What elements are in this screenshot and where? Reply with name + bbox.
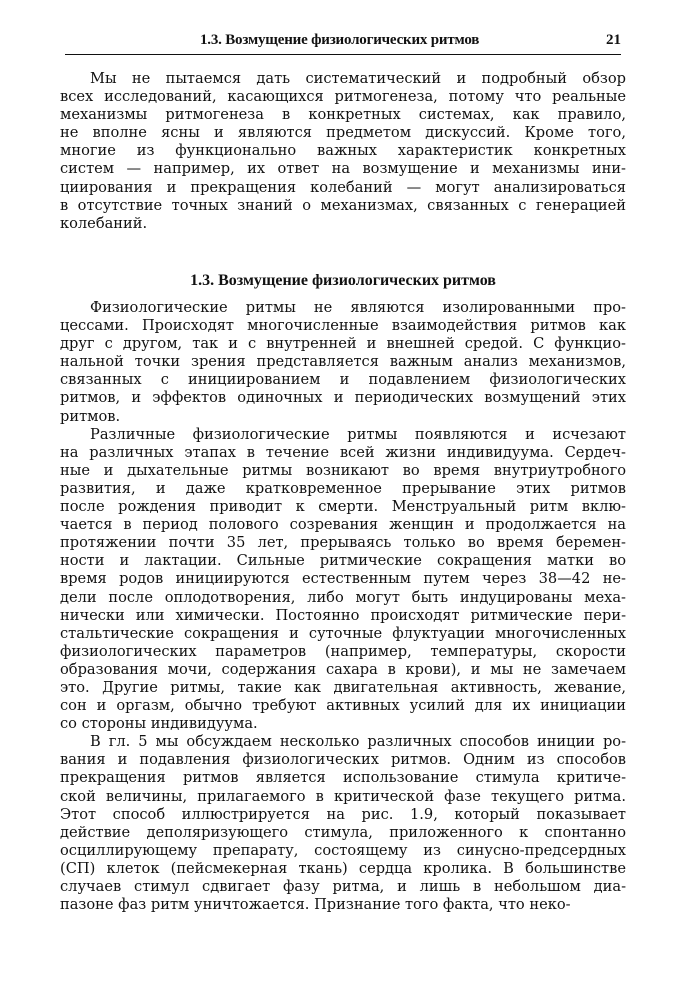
text-line: Различные физиологические ритмы появляются и исчезают	[90, 425, 626, 443]
text-line: ности и лактации. Сильные ритмические сокращения матки во	[60, 552, 626, 570]
text-line: прекращения ритмов является использование стимула критиче-	[60, 769, 626, 787]
text-line: механизмы ритмогенеза в конкретных системах, как правило,	[60, 106, 626, 124]
text-line: друг с другом, так и с внутренней и внешней средой. С функцио-	[60, 335, 626, 353]
text-line: ритмов.	[60, 407, 121, 425]
text-line: цессами. Происходят многочисленные взаимодействия ритмов как	[60, 317, 626, 335]
text-line: циирования и прекращения колебаний — могут анализироваться	[60, 178, 626, 196]
text-line: нальной точки зрения представляется важным анализ механизмов,	[60, 353, 626, 371]
text-line: это. Другие ритмы, такие как двигательная активность, жевание,	[60, 678, 626, 696]
text-line: не вполне ясны и являются предметом дискуссий. Кроме того,	[60, 124, 626, 142]
text-line: на различных этапах в течение всей жизни индивидуума. Сердеч-	[60, 443, 626, 461]
text-line: ской величины, прилагаемого в критической фазе текущего ритма.	[60, 787, 626, 805]
page-number: 21	[606, 32, 621, 48]
text-line: ные и дыхательные ритмы возникают во время внутриутробного	[60, 461, 626, 479]
text-line: чается в период полового созревания женщин и продолжается на	[60, 516, 626, 534]
text-line: физиологических параметров (например, температуры, скорости	[60, 642, 626, 660]
text-line: время родов инициируются естественным путем через 38—42 не-	[60, 570, 626, 588]
text-line: осциллирующему препарату, состоящему из синусно-предсердных	[60, 841, 626, 859]
text-line: дели после оплодотворения, либо могут быть индуцированы меха-	[60, 588, 626, 606]
text-line: систем — например, их ответ на возмущение и механизмы ини-	[60, 160, 626, 178]
paragraph	[60, 299, 626, 426]
text-line: образования мочи, содержания сахара в крови), и мы не замечаем	[60, 660, 626, 678]
text-line: развития, и даже кратковременное прерывание этих ритмов	[60, 479, 626, 497]
text-line: стальтические сокращения и суточные флуктуации многочисленных	[60, 624, 626, 642]
text-line: вания и подавления физиологических ритмов. Одним из способов	[60, 751, 626, 769]
running-header	[65, 30, 621, 55]
text-line: Физиологические ритмы не являются изолированными про-	[90, 299, 626, 316]
paragraph	[60, 733, 626, 914]
text-line: Этот способ иллюстрируется на рис. 1.9, который показывает	[60, 805, 626, 823]
text-line: (СП) клеток (пейсмекерная ткань) сердца кролика. В большинстве	[60, 859, 626, 877]
text-line: в отсутствие точных знаний о механизмах, связанных с генерацией	[60, 196, 626, 214]
text-line: Мы не пытаемся дать систематический и подробный обзор	[90, 70, 626, 87]
text-line: сон и оргазм, обычно требуют активных усилий для их инициации	[60, 697, 626, 715]
text-line: В гл. 5 мы обсуждаем несколько различных способов иниции ро-	[90, 733, 626, 751]
text-line: ритмов, и эффектов одиночных и периодических возмущений этих	[60, 389, 626, 407]
text-line: после рождения приводит к смерти. Менструальный ритм вклю-	[60, 498, 626, 516]
text-line: действие деполяризующего стимула, приложенного к спонтанно	[60, 823, 626, 841]
paragraph	[60, 426, 626, 734]
running-header-title: 1.3. Возмущение физиологических ритмов	[200, 32, 480, 48]
section-heading: 1.3. Возмущение физиологических ритмов	[190, 272, 496, 289]
body-text	[60, 299, 626, 914]
intro-paragraph	[60, 70, 626, 233]
text-line: многие из функционально важных характеристик конкретных	[60, 142, 626, 160]
text-line: случаев стимул сдвигает фазу ритма, и лишь в небольшом диа-	[60, 878, 626, 895]
text-line: протяжении почти 35 лет, прерываясь только во время беремен-	[60, 534, 626, 552]
text-line: со стороны индивидуума.	[60, 715, 258, 733]
text-line: всех исследований, касающихся ритмогенеза, потому что реальные	[60, 88, 626, 106]
text-line: колебаний.	[60, 214, 148, 232]
text-line: связанных с инициированием и подавлением физиологических	[60, 371, 626, 389]
text-line: пазоне фаз ритм уничтожается. Признание того факта, что неко-	[60, 896, 571, 914]
text-line: нически или химически. Постоянно происходят ритмические пери-	[60, 606, 626, 624]
